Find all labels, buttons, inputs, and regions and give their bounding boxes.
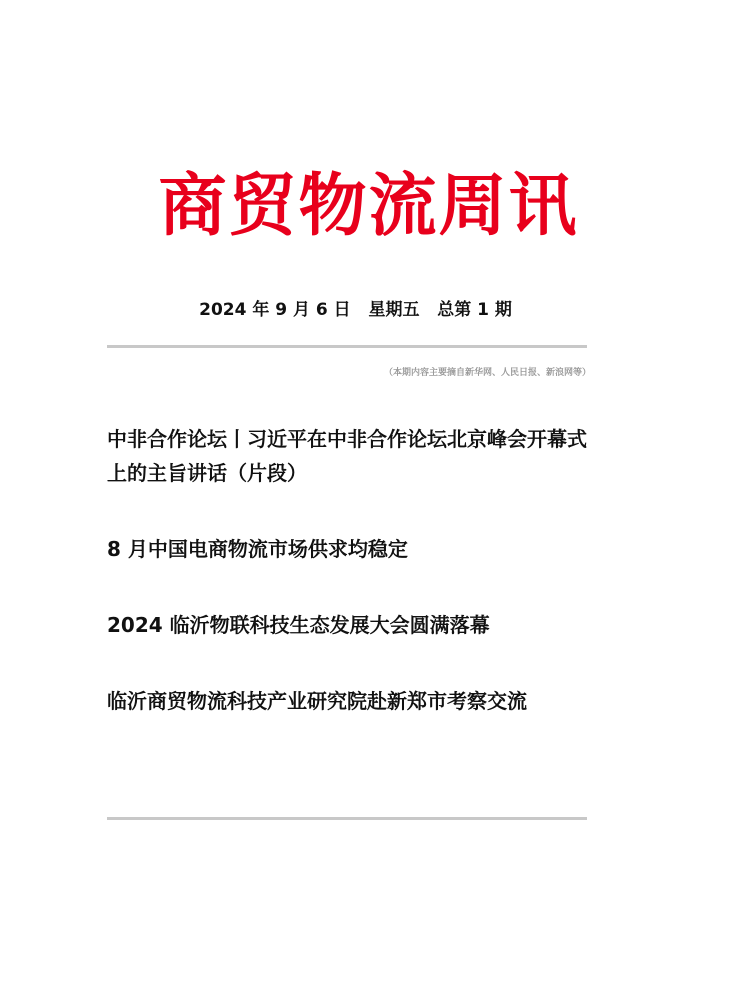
source-note: （本期内容主要摘自新华网、人民日报、新浪网等） bbox=[383, 368, 591, 378]
headline-list bbox=[107, 422, 592, 760]
headline-item[interactable]: 2024 临沂物联科技生态发展大会圆满落幕 bbox=[107, 613, 490, 637]
headline-item[interactable]: 8 月中国电商物流市场供求均稳定 bbox=[107, 537, 408, 561]
issue-date: 2024 年 9 月 6 日 bbox=[199, 300, 351, 320]
top-divider bbox=[107, 345, 587, 348]
issue-info bbox=[0, 298, 711, 322]
issue-weekday: 星期五 bbox=[368, 300, 420, 320]
newsletter-title: 商贸物流周讯 bbox=[158, 166, 579, 246]
bottom-divider bbox=[107, 817, 587, 820]
headline-item[interactable]: 临沂商贸物流科技产业研究院赴新郑市考察交流 bbox=[107, 689, 527, 713]
headline-item[interactable]: 中非合作论坛丨习近平在中非合作论坛北京峰会开幕式上的主旨讲话（片段） bbox=[107, 427, 587, 485]
issue-number: 总第 1 期 bbox=[437, 300, 512, 320]
